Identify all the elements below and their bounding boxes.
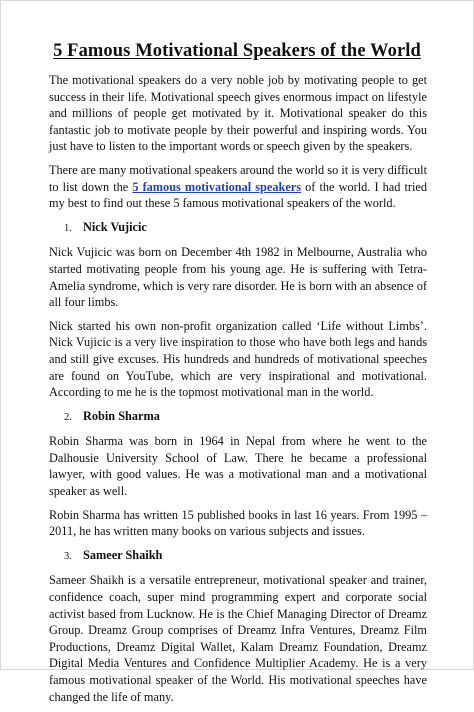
intro-text-after-link: of the world. I had tried my best to find out these 5 famous motivational speakers of the world.: [49, 179, 428, 211]
speaker-heading-sameer-shaikh: [49, 547, 427, 566]
speaker-name: Nick Vujicic: [83, 219, 147, 234]
intro-paragraph: The motivational speakers do a very noble job by motivating people to get success in their life. Motivational speech gives enormous impact on lifestyle and millions of people get motivated by it. Motivational speaker do this fantastic job to motivate people by their powerful and inspiring words. You just have to listen to the important words or speech given by the speakers.: [49, 73, 427, 154]
list-number: 1.: [64, 222, 72, 234]
speaker-name: Robin Sharma: [83, 408, 160, 423]
intro-paragraph-2: [49, 162, 427, 212]
page-title: 5 Famous Motivational Speakers of the World: [53, 41, 421, 61]
speaker-paragraph: Robin Sharma was born in 1964 in Nepal from where he went to the Dalhousie University School of Law. There he became a professional lawyer, with good values. He was a motivational man and a motivational speaker as well.: [49, 434, 427, 499]
list-number: 2.: [64, 411, 72, 423]
famous-speakers-link[interactable]: 5 famous motivational speakers: [132, 179, 302, 194]
speaker-heading-nick-vujicic: [49, 219, 427, 238]
speaker-paragraph: Nick Vujicic was born on December 4th 1982 in Melbourne, Australia who started motivating people from his young age. He is suffering with Tetra-Amelia syndrome, which is very rare disorder. He is born with an absence of all four limbs.: [49, 245, 427, 310]
intro-text-before-link: There are many motivational speakers around the world so it is very difficult to list down the: [49, 162, 427, 194]
speaker-paragraph: Sameer Shaikh is a versatile entrepreneur, motivational speaker and trainer, confidence coach, super mind programming expert and corporate social activist based from Lucknow. He is the Chief Managing Director of Dreamz Group. Dreamz Group comprises of Dreamz Infra Ventures, Dreamz Film Productions, Dreamz Digital Wallet, Kalam Dreamz Foundation, Dreamz Digital Media Ventures and Confidence Multiplier Academy. He is a very famous motivational speaker of the World. His motivational speeches have changed the life of many.: [49, 573, 427, 704]
speaker-heading-robin-sharma: [49, 408, 427, 427]
list-number: 3.: [64, 550, 72, 562]
speaker-paragraph: Nick started his own non-profit organization called ‘Life without Limbs’. Nick Vujicic is a very live inspiration to those who have both legs and hands and still give excuses. His hundreds and hundreds of motivational speeches are found on YouTube, which are very inspirational and motivational. According to me he is the topmost motivational man in the world.: [49, 318, 427, 400]
speaker-name: Sameer Shaikh: [83, 547, 163, 562]
document-body: [49, 72, 427, 712]
speaker-paragraph: Robin Sharma has written 15 published books in last 16 years. From 1995 – 2011, he has written many books on various subjects and issues.: [49, 507, 427, 539]
